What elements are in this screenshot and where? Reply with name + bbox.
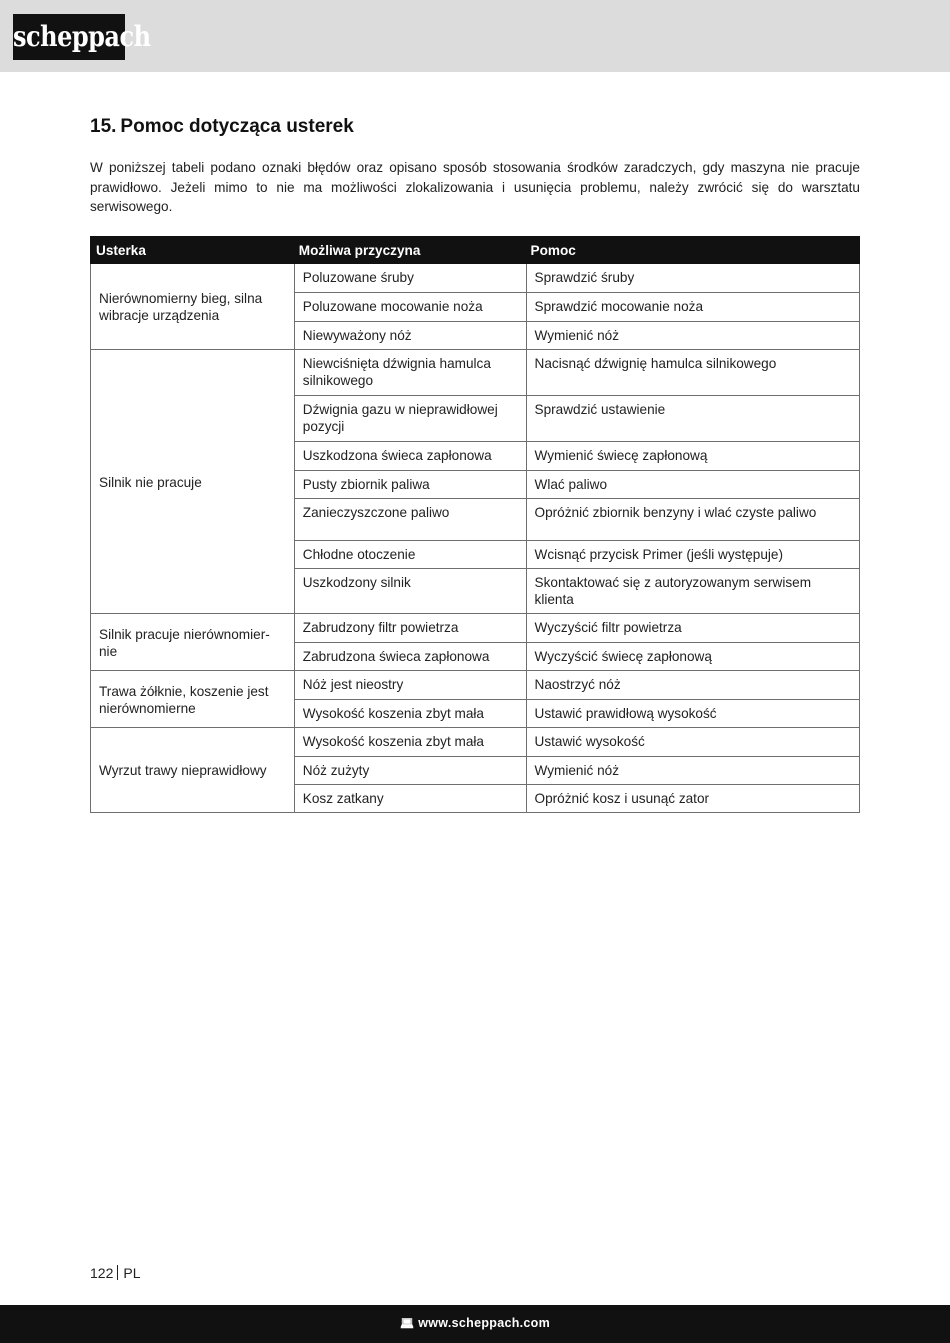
table-row	[91, 671, 860, 700]
remedy-cell: Naostrzyć nóż	[526, 671, 859, 700]
cause-cell: Zanieczyszczone paliwo	[294, 499, 526, 541]
cause-cell: Poluzowane mocowanie noża	[294, 293, 526, 322]
header-remedy: Pomoc	[526, 237, 859, 264]
section-number: 15.	[90, 116, 117, 137]
table-row	[91, 614, 860, 643]
remedy-cell: Ustawić wysokość	[526, 728, 859, 757]
remedy-cell: Wcisnąć przycisk Primer (jeśli występuje)	[526, 541, 859, 569]
cause-cell: Nóż zużyty	[294, 757, 526, 785]
remedy-cell: Sprawdzić mocowanie noża	[526, 293, 859, 322]
remedy-cell: Opróżnić kosz i usunąć zator	[526, 785, 859, 813]
footer-band	[0, 1305, 950, 1343]
cause-cell: Zabrudzona świeca zapłonowa	[294, 643, 526, 671]
page-language: PL	[123, 1265, 141, 1281]
remedy-cell: Wyczyścić filtr powietrza	[526, 614, 859, 643]
troubleshooting-table	[90, 236, 860, 813]
table-body	[91, 264, 860, 813]
cause-cell: Wysokość koszenia zbyt mała	[294, 700, 526, 728]
table-header-row	[91, 237, 860, 264]
cause-cell: Niewciśnięta dźwignia hamulca silnikowego	[294, 350, 526, 396]
section-title	[90, 116, 354, 138]
remedy-cell: Skontaktować się z autoryzowanym serwisem klienta	[526, 569, 859, 614]
fault-cell: Trawa żółknie, koszenie jest nierównomierne	[91, 671, 295, 728]
remedy-cell: Wymienić nóż	[526, 322, 859, 350]
cause-cell: Chłodne otoczenie	[294, 541, 526, 569]
header-fault: Usterka	[91, 237, 295, 264]
remedy-cell: Wymienić nóż	[526, 757, 859, 785]
remedy-cell: Opróżnić zbiornik benzyny i wlać czyste paliwo	[526, 499, 859, 541]
intro-paragraph: W poniższej tabeli podano oznaki błędów oraz opisano sposób stosowania środków zaradczych, gdy maszyna nie pracuje prawidłowo. Jeżeli mimo to nie ma możliwości zlokalizowania i usunięcia problemu, należy zwrócić się do warsztatu serwisowego.	[90, 160, 860, 214]
fault-cell: Silnik pracuje nierównomier-nie	[91, 614, 295, 671]
cause-cell: Wysokość koszenia zbyt mała	[294, 728, 526, 757]
cause-cell: Kosz zatkany	[294, 785, 526, 813]
fault-cell: Wyrzut trawy nieprawidłowy	[91, 728, 295, 813]
header-band	[0, 0, 950, 72]
cause-cell: Uszkodzona świeca zapłonowa	[294, 442, 526, 471]
remedy-cell: Wlać paliwo	[526, 471, 859, 499]
header-cause: Możliwa przyczyna	[294, 237, 526, 264]
cause-cell: Dźwignia gazu w nieprawidłowej pozycji	[294, 396, 526, 442]
remedy-cell: Nacisnąć dźwignię hamulca silnikowego	[526, 350, 859, 396]
scheppach-logo: scheppach	[13, 14, 125, 60]
section-title-text: Pomoc dotycząca usterek	[120, 116, 354, 137]
remedy-cell: Sprawdzić ustawienie	[526, 396, 859, 442]
cause-cell: Pusty zbiornik paliwa	[294, 471, 526, 499]
cause-cell: Zabrudzony filtr powietrza	[294, 614, 526, 643]
remedy-cell: Sprawdzić śruby	[526, 264, 859, 293]
table-row	[91, 728, 860, 757]
table-row	[91, 264, 860, 293]
page-number	[90, 1265, 140, 1281]
page-number-value: 122	[90, 1265, 114, 1281]
page-number-divider	[117, 1265, 118, 1280]
table-row	[91, 350, 860, 396]
remedy-cell: Ustawić prawidłową wysokość	[526, 700, 859, 728]
cause-cell: Poluzowane śruby	[294, 264, 526, 293]
fault-cell: Silnik nie pracuje	[91, 350, 295, 614]
website-link[interactable]: www.scheppach.com	[418, 1316, 551, 1330]
computer-icon: 💻︎	[399, 1318, 415, 1330]
footer-website	[0, 1305, 950, 1342]
remedy-cell: Wyczyścić świecę zapłonową	[526, 643, 859, 671]
cause-cell: Uszkodzony silnik	[294, 569, 526, 614]
fault-cell: Nierównomierny bieg, silna wibracje urządzenia	[91, 264, 295, 350]
remedy-cell: Wymienić świecę zapłonową	[526, 442, 859, 471]
cause-cell: Nóż jest nieostry	[294, 671, 526, 700]
cause-cell: Niewyważony nóż	[294, 322, 526, 350]
